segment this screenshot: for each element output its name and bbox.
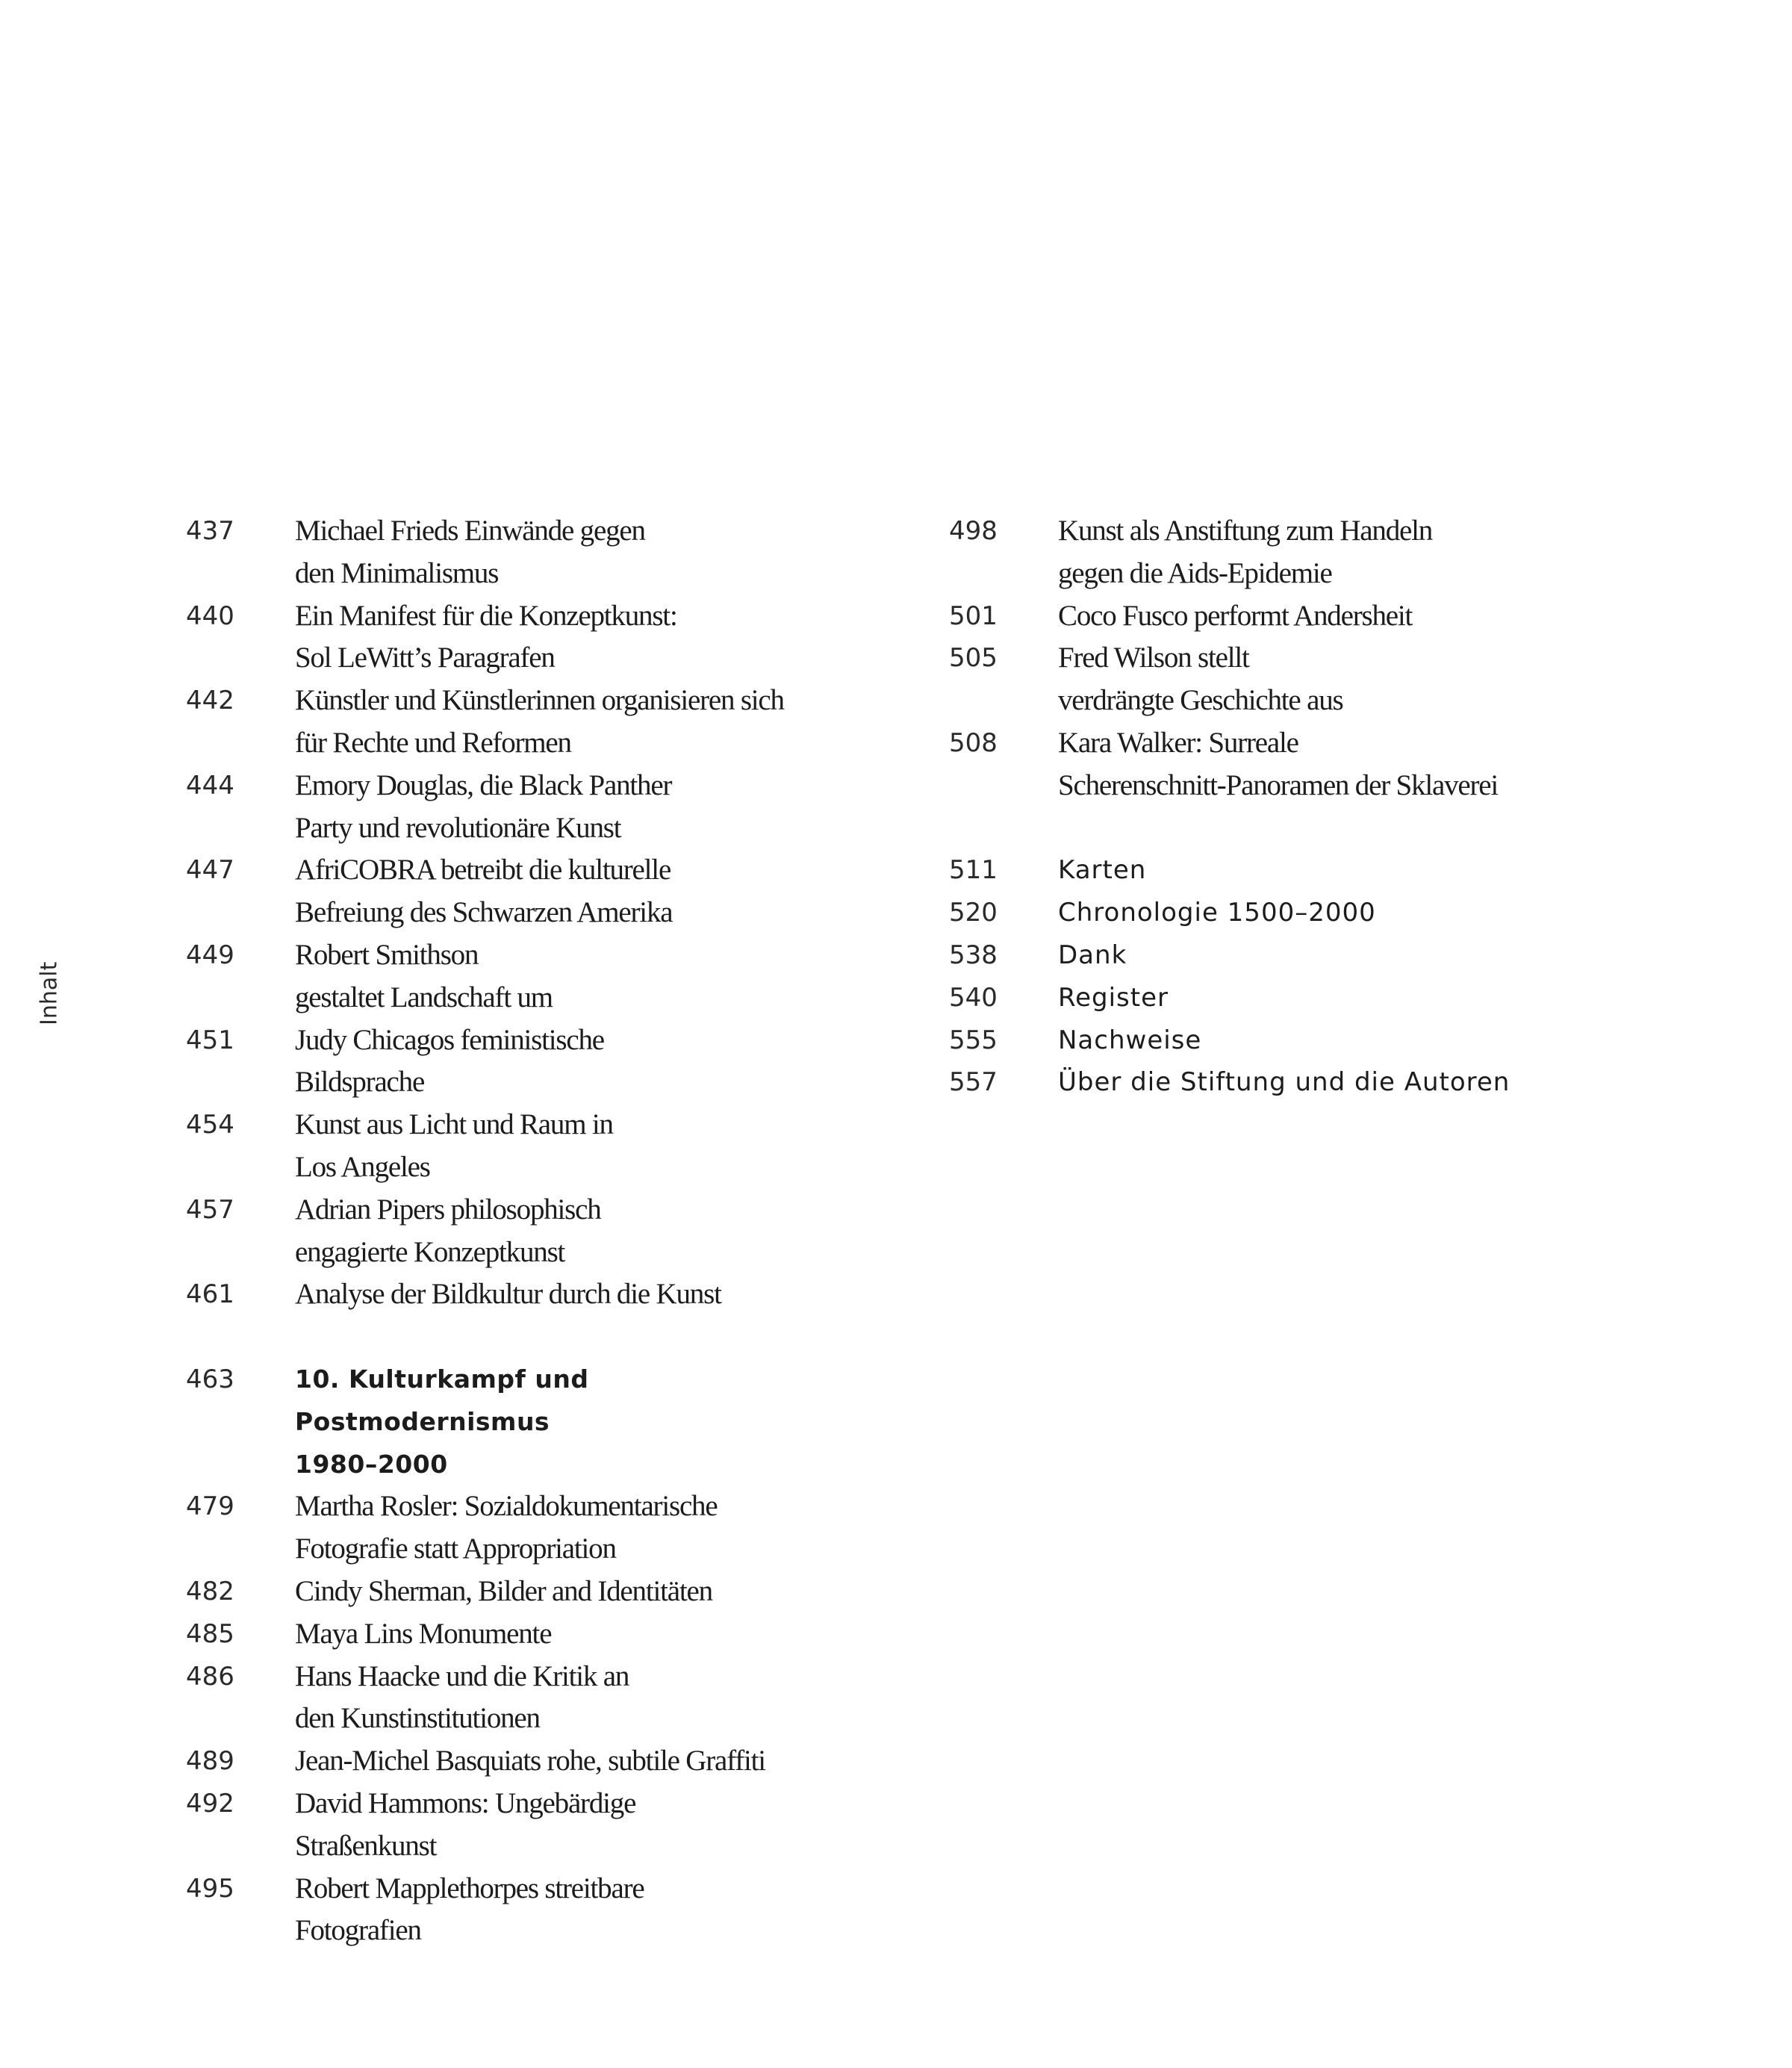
entry-title-line: Register xyxy=(1058,982,1169,1013)
entry-title-line: 10. Kulturkampf und xyxy=(295,1364,589,1394)
entry-title-line: Bildsprache xyxy=(295,1066,425,1099)
entry-title-line: Michael Frieds Einwände gegen xyxy=(295,515,645,547)
page-number: 451 xyxy=(186,1025,234,1055)
entry-title-line: Maya Lins Monumente xyxy=(295,1617,552,1650)
entry-title-line: Befreiung des Schwarzen Amerika xyxy=(295,896,673,929)
entry-title-line: den Minimalismus xyxy=(295,556,499,589)
entry-title-line: Ein Manifest für die Konzeptkunst: xyxy=(295,599,677,632)
page-number: 520 xyxy=(949,898,998,928)
toc-entry[interactable] xyxy=(186,1868,858,1953)
entry-title-line: Jean-Michel Basquiats rohe, subtile Graffiti xyxy=(295,1745,765,1777)
page-number: 479 xyxy=(186,1491,234,1522)
entry-title-line: Straßenkunst xyxy=(295,1829,437,1862)
entry-title-line: gegen die Aids-Epidemie xyxy=(1058,556,1332,589)
entry-title-line: Künstler und Künstlerinnen organisieren sich xyxy=(295,684,784,717)
toc-entry[interactable] xyxy=(186,934,858,1019)
page-number: 440 xyxy=(186,600,234,631)
entry-title-line: 1980–2000 xyxy=(295,1449,448,1479)
toc-entry[interactable] xyxy=(186,680,858,765)
entry-title-line: Emory Douglas, die Black Panther xyxy=(295,768,672,801)
toc-entry[interactable] xyxy=(186,1273,858,1316)
page-number: 442 xyxy=(186,686,234,716)
entry-title-line: Martha Rosler: Sozialdokumentarische xyxy=(295,1490,718,1523)
toc-entry[interactable] xyxy=(949,722,1621,807)
page-number: 437 xyxy=(186,516,234,546)
entry-title-line: Robert Smithson xyxy=(295,938,479,971)
page-number: 457 xyxy=(186,1194,234,1225)
toc-entry[interactable] xyxy=(186,595,858,680)
page-number: 538 xyxy=(949,940,998,970)
toc-entry[interactable] xyxy=(949,1019,1621,1062)
page-number: 540 xyxy=(949,982,998,1013)
toc-entry[interactable] xyxy=(186,1019,858,1105)
toc-entry[interactable] xyxy=(949,849,1621,892)
entry-title-line: Fotografie statt Appropriation xyxy=(295,1533,616,1565)
toc-entry[interactable] xyxy=(949,934,1621,977)
entry-title-line: Judy Chicagos feministische xyxy=(295,1023,604,1056)
page-number: 447 xyxy=(186,855,234,886)
page-number: 485 xyxy=(186,1618,234,1649)
page-number: 557 xyxy=(949,1067,998,1098)
toc-entry[interactable] xyxy=(186,1485,858,1571)
running-header-inhalt: Inhalt xyxy=(36,961,63,1025)
page-number: 495 xyxy=(186,1873,234,1904)
page-number: 511 xyxy=(949,855,998,886)
page-number: 492 xyxy=(186,1788,234,1819)
toc-entry[interactable] xyxy=(186,1189,858,1274)
page-number: 555 xyxy=(949,1025,998,1055)
toc-entry[interactable] xyxy=(949,1061,1621,1104)
entry-title-line: Chronologie 1500–2000 xyxy=(1058,898,1376,928)
page-number: 444 xyxy=(186,770,234,801)
page-number: 505 xyxy=(949,643,998,674)
entry-title-line: Sol LeWitt’s Paragrafen xyxy=(295,642,555,674)
toc-entry[interactable] xyxy=(186,1656,858,1741)
entry-title-line: Kara Walker: Surreale xyxy=(1058,726,1298,759)
page-number: 486 xyxy=(186,1661,234,1692)
entry-title-line: Party und revolutionäre Kunst xyxy=(295,811,621,844)
entry-title-line: verdrängte Geschichte aus xyxy=(1058,684,1343,717)
page-number: 454 xyxy=(186,1110,234,1140)
entry-title-line: den Kunstinstitutionen xyxy=(295,1702,540,1735)
entry-title-line: Kunst aus Licht und Raum in xyxy=(295,1108,613,1141)
toc-entry[interactable] xyxy=(186,1613,858,1656)
page-number: 489 xyxy=(186,1746,234,1777)
entry-title-line: für Rechte und Reformen xyxy=(295,726,571,759)
toc-entry[interactable] xyxy=(949,977,1621,1019)
page-number: 498 xyxy=(949,516,998,546)
entry-title-line: Robert Mapplethorpes streitbare xyxy=(295,1872,644,1904)
entry-title-line: Karten xyxy=(1058,855,1147,886)
entry-title-line: Kunst als Anstiftung zum Handeln xyxy=(1058,515,1433,547)
toc-entry[interactable] xyxy=(186,1571,858,1613)
entry-title-line: Los Angeles xyxy=(295,1150,430,1183)
entry-title-line: Nachweise xyxy=(1058,1025,1202,1055)
entry-title-line: Scherenschnitt-Panoramen der Sklaverei xyxy=(1058,768,1499,801)
page-number: 463 xyxy=(186,1364,234,1394)
entry-title-line: Hans Haacke und die Kritik an xyxy=(295,1659,629,1692)
page-number: 461 xyxy=(186,1279,234,1310)
entry-title-line: Cindy Sherman, Bilder and Identitäten xyxy=(295,1574,712,1607)
page-number: 508 xyxy=(949,727,998,758)
entry-title-line: Fotografien xyxy=(295,1914,421,1947)
toc-entry[interactable] xyxy=(186,849,858,934)
entry-title-line: Analyse der Bildkultur durch die Kunst xyxy=(295,1278,721,1311)
entry-title-line: Adrian Pipers philosophisch xyxy=(295,1193,601,1226)
entry-title-line: Fred Wilson stellt xyxy=(1058,642,1249,674)
entry-title-line: Über die Stiftung und die Autoren xyxy=(1058,1067,1511,1098)
entry-title-line: Coco Fusco performt Andersheit xyxy=(1058,599,1413,632)
entry-title-line: Postmodernismus xyxy=(295,1406,550,1436)
page-number: 501 xyxy=(949,600,998,631)
toc-entry[interactable] xyxy=(186,1104,858,1189)
toc-right-column xyxy=(949,510,1621,1104)
section-spacer xyxy=(949,807,1621,850)
toc-entry[interactable] xyxy=(186,1740,858,1783)
entry-title-line: AfriCOBRA betreibt die kulturelle xyxy=(295,854,671,886)
toc-entry[interactable] xyxy=(186,765,858,850)
toc-entry[interactable] xyxy=(949,892,1621,934)
toc-entry[interactable] xyxy=(949,637,1621,722)
section-spacer xyxy=(186,1316,858,1359)
page-number: 449 xyxy=(186,940,234,970)
page-number: 482 xyxy=(186,1576,234,1606)
entry-title-line: David Hammons: Ungebärdige xyxy=(295,1786,636,1819)
entry-title-line: engagierte Konzeptkunst xyxy=(295,1235,565,1268)
toc-entry[interactable] xyxy=(949,595,1621,638)
toc-chapter-heading[interactable] xyxy=(186,1359,858,1485)
toc-entry[interactable] xyxy=(186,1783,858,1868)
toc-entry[interactable] xyxy=(186,510,858,595)
entry-title-line: gestaltet Landschaft um xyxy=(295,981,553,1013)
toc-entry[interactable] xyxy=(949,510,1621,595)
toc-left-column xyxy=(186,510,858,1952)
entry-title-line: Dank xyxy=(1058,940,1127,970)
